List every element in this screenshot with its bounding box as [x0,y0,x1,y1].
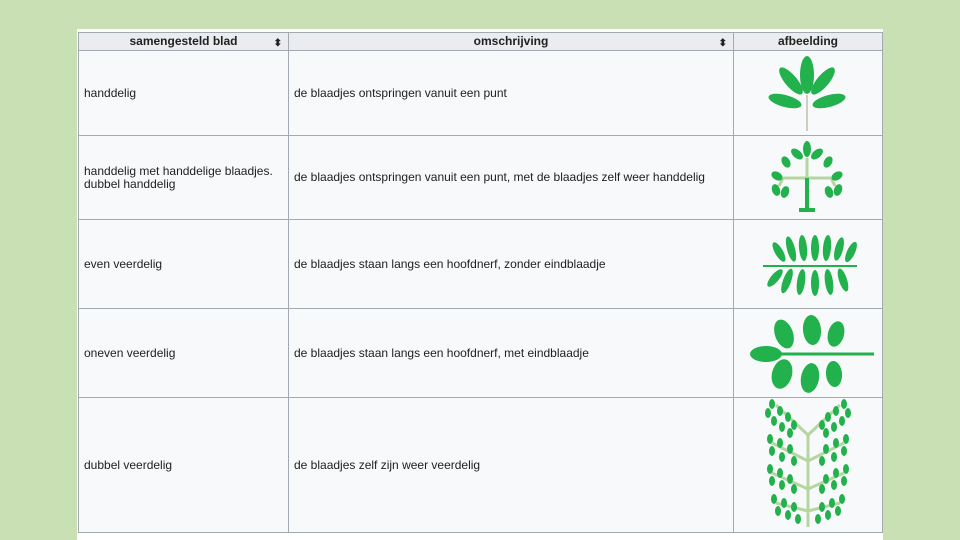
cell-name: handdelig met handdelige blaadjes. dubbel handdelig [79,136,289,220]
bipinnate-leaf-icon [758,399,858,531]
cell-image [734,398,883,533]
cell-description: de blaadjes ontspringen vanuit een punt [289,51,734,136]
sort-icon[interactable]: ⬍ [273,38,282,49]
cell-name: dubbel veerdelig [79,398,289,533]
cell-image [734,51,883,136]
cell-name: handdelig [79,51,289,136]
cell-name: even veerdelig [79,220,289,309]
sort-icon[interactable]: ⬍ [718,38,727,49]
cell-description: de blaadjes staan langs een hoofdnerf, met eindblaadje [289,309,734,398]
cell-image [734,309,883,398]
column-header-description[interactable] [289,33,734,51]
table-row [79,51,883,136]
table-row [79,309,883,398]
column-header-name[interactable] [79,33,289,51]
table-row [79,398,883,533]
column-header-label: afbeelding [777,34,838,48]
table-row [79,220,883,309]
cell-image [734,136,883,220]
cell-name: oneven veerdelig [79,309,289,398]
imparipinnate-leaf-icon [738,310,878,396]
table-header-row [79,33,883,51]
double-palmate-leaf-icon [753,138,863,218]
column-header-label: samengesteld blad [129,34,238,48]
table-row [79,136,883,220]
leaf-types-table [78,32,883,533]
paripinnate-leaf-icon [753,224,863,304]
cell-description: de blaadjes zelf zijn weer veerdelig [289,398,734,533]
palmate-leaf-icon [753,51,863,135]
column-header-label: omschrijving [473,34,549,48]
cell-description: de blaadjes staan langs een hoofdnerf, zonder eindblaadje [289,220,734,309]
column-header-image [734,33,883,51]
cell-description: de blaadjes ontspringen vanuit een punt, met de blaadjes zelf weer handdelig [289,136,734,220]
cell-image [734,220,883,309]
